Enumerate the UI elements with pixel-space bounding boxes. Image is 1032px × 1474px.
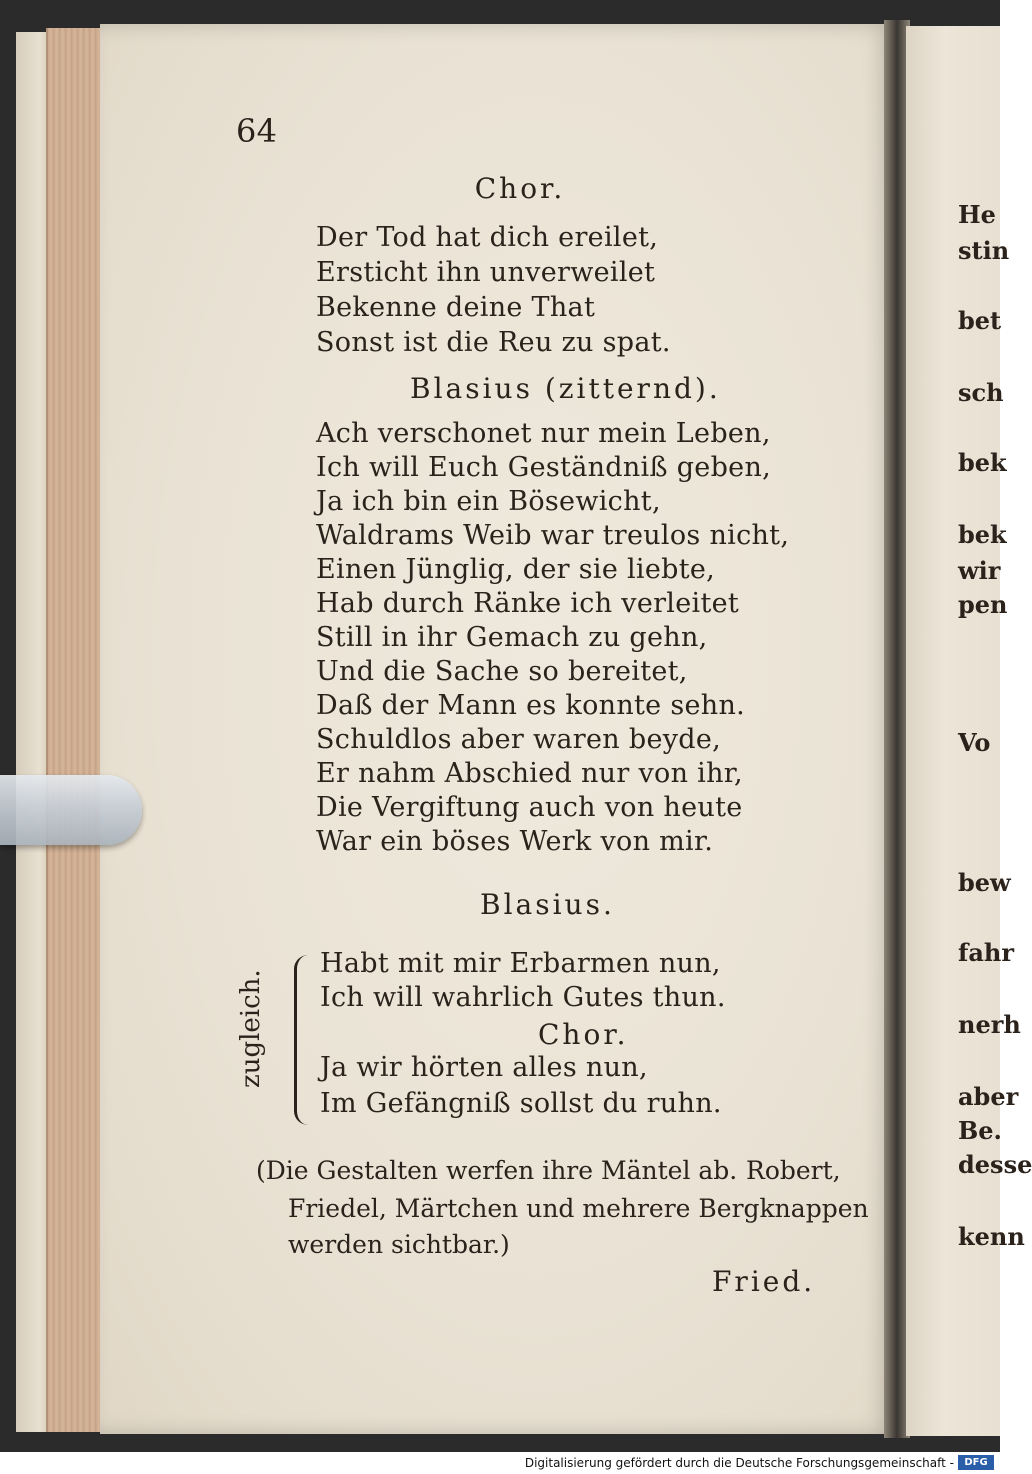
right-page-fragment: bek bbox=[958, 448, 1007, 477]
page-number: 64 bbox=[236, 112, 278, 150]
right-page-fragment: kenn bbox=[958, 1222, 1025, 1251]
right-page-fragment: bek bbox=[958, 520, 1007, 549]
right-page-fragment: bet bbox=[958, 306, 1002, 335]
right-page-fragment: aber bbox=[958, 1082, 1019, 1111]
verse-line: Daß der Mann es konnte sehn. bbox=[316, 690, 746, 721]
verse-line: Bekenne deine That bbox=[316, 292, 596, 323]
verse-line: Habt mit mir Erbarmen nun, bbox=[320, 948, 721, 979]
right-page-fragment: fahr bbox=[958, 938, 1014, 967]
stage-direction-line: (Die Gestalten werfen ihre Mäntel ab. bbox=[256, 1156, 738, 1185]
speaker-heading-fried: Fried. bbox=[712, 1265, 816, 1298]
verse-line: Ach verschonet nur mein Leben, bbox=[316, 418, 771, 449]
right-page-fragment: nerh bbox=[958, 1010, 1021, 1039]
page-holder-clip bbox=[0, 775, 142, 845]
digitization-footer bbox=[0, 1452, 1000, 1474]
right-page-fragment: Vo bbox=[958, 728, 991, 757]
funding-credit: Digitalisierung gefördert durch die Deutsche Forschungsgemeinschaft - bbox=[524, 1456, 954, 1470]
speaker-heading-blasius: Blasius. bbox=[480, 888, 615, 921]
verse-line: Er nahm Abschied nur von ihr, bbox=[316, 758, 743, 789]
verse-line: Ja ich bin ein Bösewicht, bbox=[316, 486, 661, 517]
verse-line: Hab durch Ränke ich verleitet bbox=[316, 588, 740, 619]
verse-line: Ersticht ihn unverweilet bbox=[316, 257, 656, 288]
speaker-heading-blasius: Blasius (zitternd). bbox=[410, 372, 721, 405]
stage-direction-line: Robert, bbox=[746, 1156, 841, 1185]
verse-line: Sonst ist die Reu zu spat. bbox=[316, 327, 671, 358]
verse-line: Einen Jünglig, der sie liebte, bbox=[316, 554, 716, 585]
dfg-logo: DFG bbox=[958, 1455, 994, 1470]
verse-line: Still in ihr Gemach zu gehn, bbox=[316, 622, 708, 653]
verse-line: Schuldlos aber waren beyde, bbox=[316, 724, 722, 755]
verse-line: Ich will Euch Geständniß geben, bbox=[316, 452, 772, 483]
right-page-fragment: Be. bbox=[958, 1116, 1002, 1145]
zugleich-label: zugleich. bbox=[236, 969, 266, 1088]
speaker-heading-chor: Chor. bbox=[538, 1018, 629, 1051]
verse-line: Im Gefängniß sollst du ruhn. bbox=[320, 1088, 722, 1119]
stage-direction-line: werden sichtbar.) bbox=[288, 1230, 510, 1259]
right-page-fragment: desse bbox=[958, 1150, 1032, 1179]
verse-line: War ein böses Werk von mir. bbox=[316, 826, 714, 857]
right-page-fragment: sch bbox=[958, 378, 1004, 407]
verse-line: Der Tod hat dich ereilet, bbox=[316, 222, 659, 253]
speaker-heading-chor: Chor. bbox=[474, 172, 566, 205]
verse-line: Die Vergiftung auch von heute bbox=[316, 792, 743, 823]
right-page-fragment: He bbox=[958, 200, 996, 229]
right-page-fragment: stin bbox=[958, 236, 1010, 265]
stage-direction-line: Friedel, Märtchen und mehrere Bergknappen bbox=[288, 1194, 869, 1223]
right-page-fragment: pen bbox=[958, 590, 1008, 619]
right-page-fragment: wir bbox=[958, 556, 1001, 585]
verse-line: Ja wir hörten alles nun, bbox=[320, 1052, 648, 1083]
verse-line: Waldrams Weib war treulos nicht, bbox=[316, 520, 790, 551]
verse-line: Und die Sache so bereitet, bbox=[316, 656, 688, 687]
verse-line: Ich will wahrlich Gutes thun. bbox=[320, 982, 726, 1013]
right-page-fragment: bew bbox=[958, 868, 1011, 897]
